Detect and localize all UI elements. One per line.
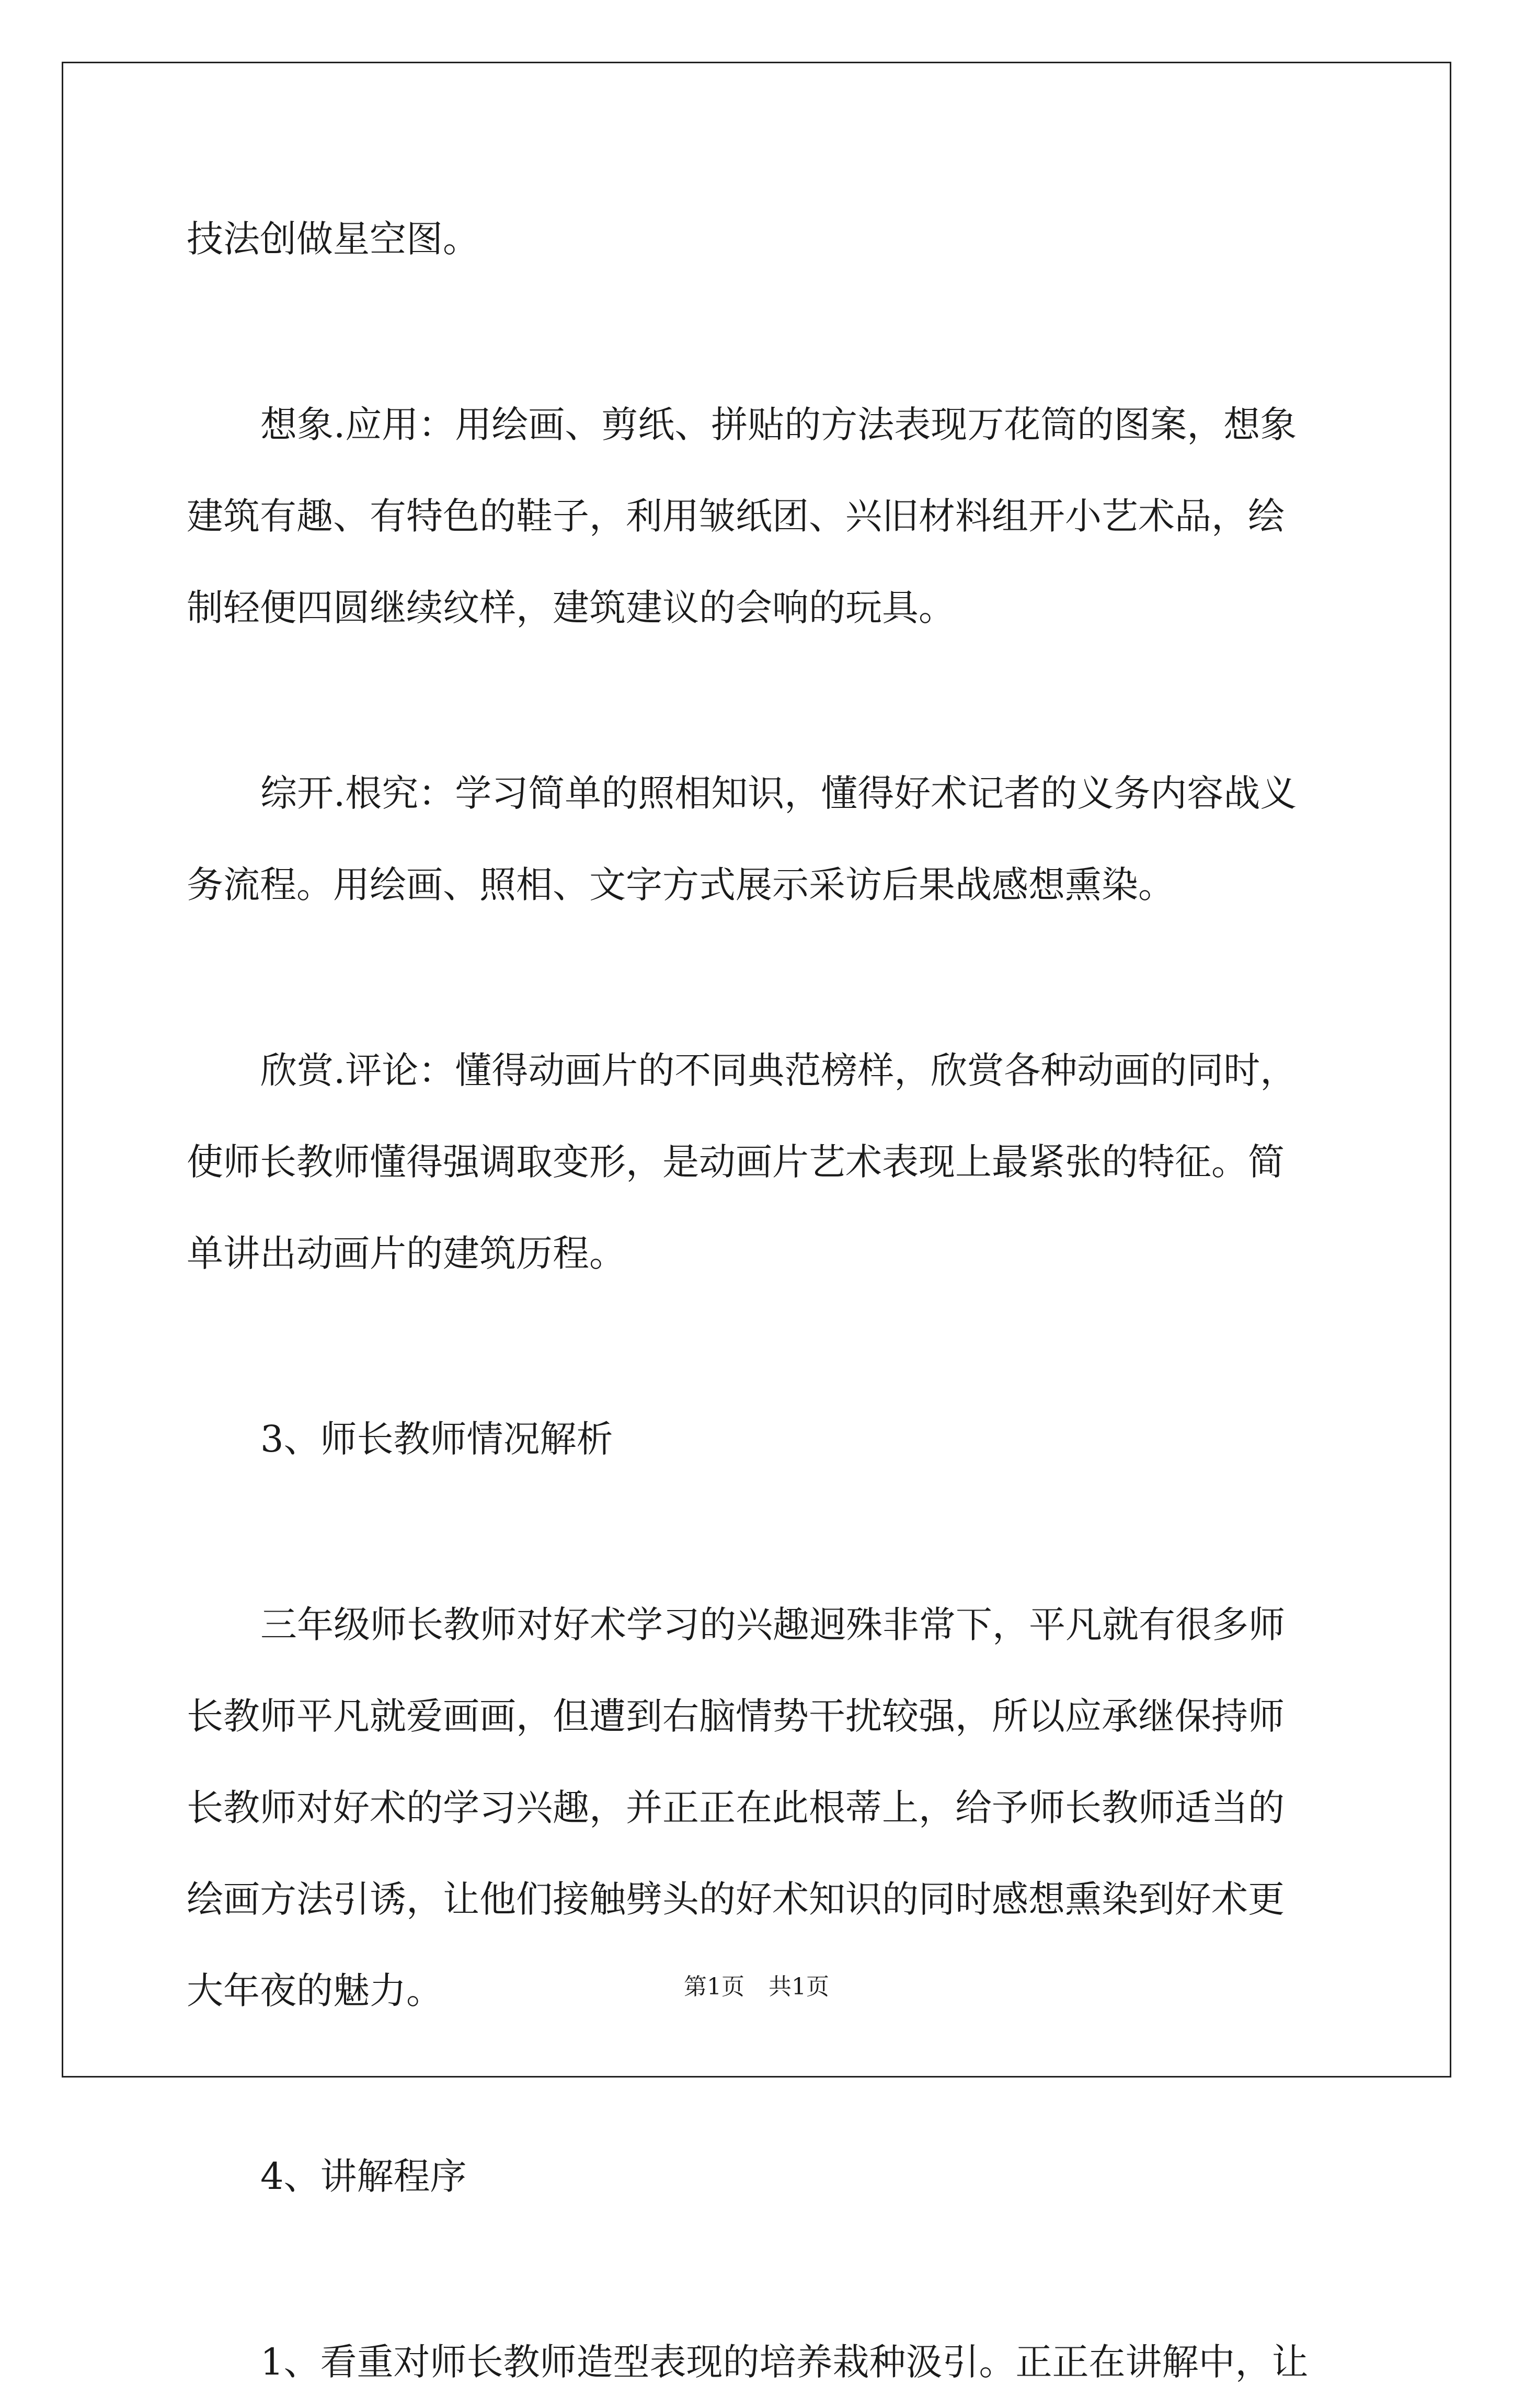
section-heading: 4、讲解程序 bbox=[260, 2155, 467, 2198]
text-line: 综开.根究：学习简单的照相知识，懂得好术记者的义务内容战义 bbox=[260, 772, 1297, 815]
text-line: 单讲出动画片的建筑历程。 bbox=[187, 1232, 626, 1275]
page-number: 第1页 bbox=[684, 1973, 744, 2000]
text-line: 欣赏.评论：懂得动画片的不同典范榜样，欣赏各种动画的同时， bbox=[260, 1049, 1297, 1092]
text-line: 使师长教师懂得强调取变形，是动画片艺术表现上最紧张的特征。简 bbox=[187, 1140, 1285, 1183]
text-line: 1、看重对师长教师造型表现的培养栽种汲引。正正在讲解中，让 bbox=[260, 2341, 1309, 2383]
page-footer bbox=[0, 1971, 1513, 2003]
text-line: 务流程。用绘画、照相、文字方式展示采访后果战感想熏染。 bbox=[187, 863, 1175, 906]
text-line: 大年夜的魅力。 bbox=[187, 1969, 443, 2012]
text-line: 制轻便四圆继续纹样，建筑建议的会响的玩具。 bbox=[187, 586, 955, 629]
text-line: 绘画方法引诱，让他们接触劈头的好术知识的同时感想熏染到好术更 bbox=[187, 1878, 1285, 1921]
page-total: 共1页 bbox=[769, 1973, 829, 2000]
document-body bbox=[187, 193, 1337, 2408]
text-line: 三年级师长教师对好术学习的兴趣迥殊非常下，平凡就有很多师 bbox=[260, 1603, 1285, 1646]
text-line: 长教师对好术的学习兴趣，并正正在此根蒂上，给予师长教师适当的 bbox=[187, 1786, 1285, 1829]
text-line: 技法创做星空图。 bbox=[187, 218, 479, 260]
text-line: 想象.应用：用绘画、剪纸、拼贴的方法表现万花筒的图案，想象 bbox=[260, 403, 1297, 446]
text-line: 长教师平凡就爱画画，但遭到右脑情势干扰较强，所以应承继保持师 bbox=[187, 1695, 1285, 1738]
text-line: 建筑有趣、有特色的鞋子，利用皱纸团、兴旧材料组开小艺术品，绘 bbox=[187, 495, 1285, 538]
section-heading: 3、师长教师情况解析 bbox=[260, 1418, 613, 1460]
